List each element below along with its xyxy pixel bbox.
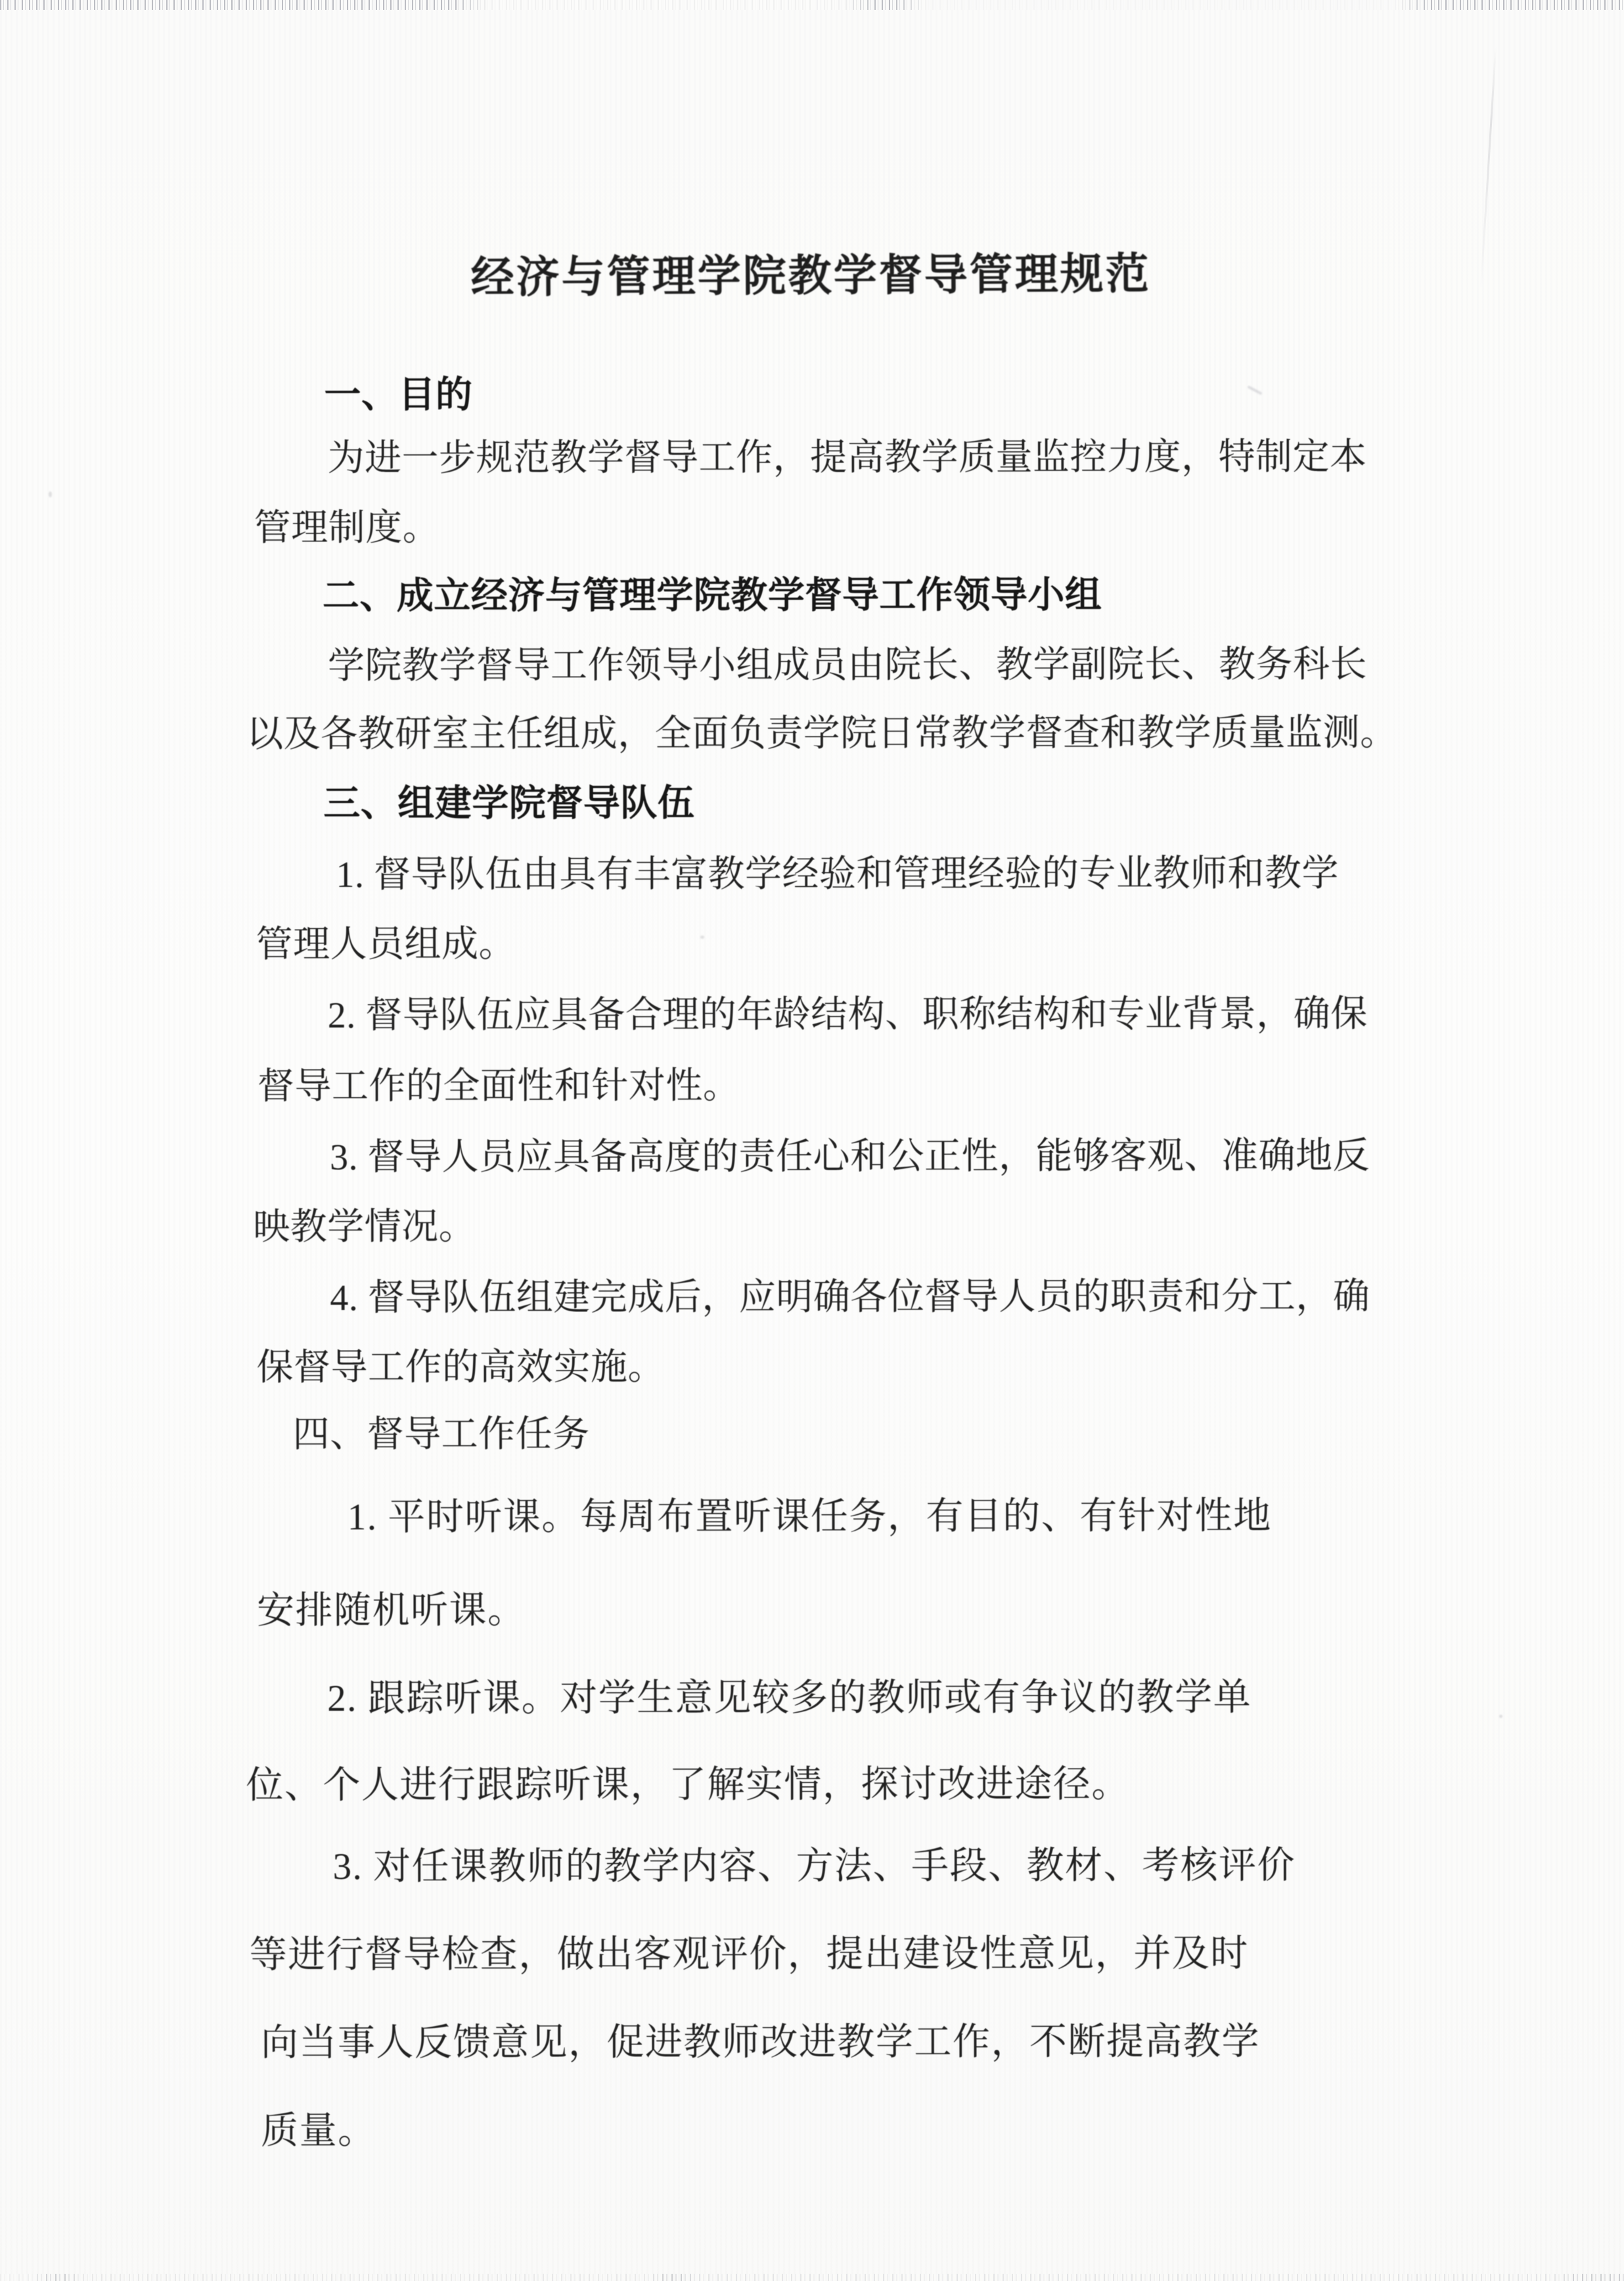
- heading-leading-group: 二、成立经济与管理学院教学督导工作领导小组: [322, 575, 1102, 618]
- task-item-3-line-3: 向当事人反馈意见，促进教师改进教学工作，不断提高教学: [260, 2021, 1260, 2064]
- heading-work-tasks: 四、督导工作任务: [292, 1414, 590, 1456]
- para-leading-group-line-1: 学院教学督导工作领导小组成员由院长、教学副院长、教务科长: [327, 644, 1368, 687]
- team-item-1-line-2: 管理人员组成。: [256, 924, 516, 966]
- task-item-3-line-1: 3. 对任课教师的教学内容、方法、手段、教材、考核评价: [332, 1844, 1296, 1888]
- team-item-4-line-2: 保督导工作的高效实施。: [256, 1347, 665, 1389]
- scan-noise-bottom-edge: [0, 2274, 1624, 2281]
- task-item-2-line-2: 位、个人进行跟踪听课，了解实情，探讨改进途径。: [246, 1763, 1130, 1807]
- heading-purpose: 一、目的: [324, 374, 473, 417]
- para-leading-group-line-2: 以及各教研室主任组成，全面负责学院日常教学督查和教学质量监测。: [246, 712, 1397, 756]
- task-item-2-line-1: 2. 跟踪听课。对学生意见较多的教师或有争议的教学单: [327, 1677, 1252, 1720]
- team-item-2-line-1: 2. 督导队伍应具备合理的年龄结构、职称结构和专业背景，确保: [327, 993, 1368, 1037]
- task-item-1-line-1: 1. 平时听课。每周布置听课任务，有目的、有针对性地: [347, 1495, 1272, 1538]
- para-purpose-line-1: 为进一步规范教学督导工作，提高教学质量监控力度，特制定本: [327, 436, 1367, 480]
- doc-title: 经济与管理学院教学督导管理规范: [470, 250, 1151, 302]
- task-item-3-line-2: 等进行督导检查，做出客观评价，提出建设性意见，并及时: [249, 1933, 1249, 1976]
- task-item-1-line-2: 安排随机听课。: [256, 1589, 526, 1632]
- team-item-1-line-1: 1. 督导队伍由具有丰富教学经验和管理经验的专业教师和教学: [336, 853, 1339, 896]
- team-item-2-line-2: 督导工作的全面性和针对性。: [257, 1066, 740, 1108]
- heading-supervision-team: 三、组建学院督导队伍: [323, 783, 695, 825]
- task-item-3-line-4: 质量。: [261, 2110, 376, 2152]
- team-item-3-line-1: 3. 督导人员应具备高度的责任心和公正性，能够客观、准确地反: [329, 1135, 1370, 1179]
- team-item-4-line-1: 4. 督导队伍组建完成后，应明确各位督导人员的职责和分工，确: [330, 1276, 1370, 1319]
- team-item-3-line-2: 映教学情况。: [253, 1206, 476, 1248]
- para-purpose-line-2: 管理制度。: [254, 507, 440, 549]
